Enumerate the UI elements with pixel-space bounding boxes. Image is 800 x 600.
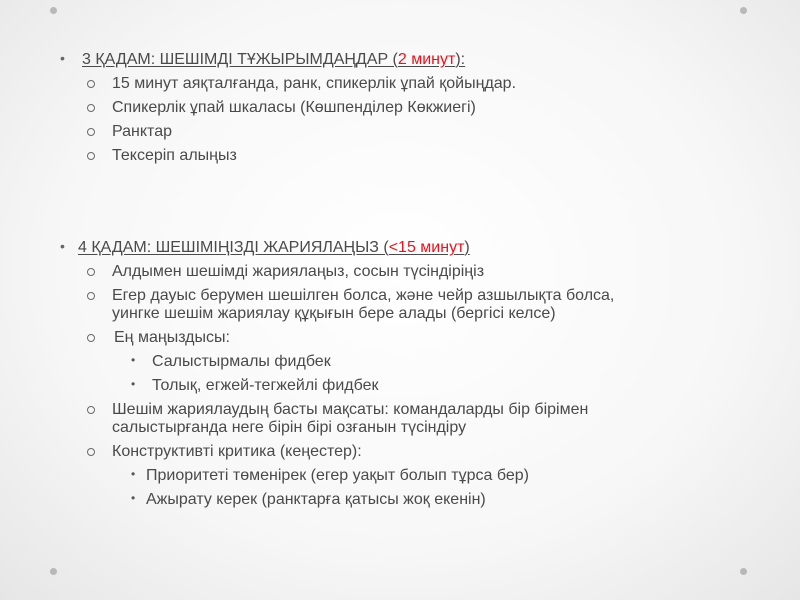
bullet-dot-icon: • (60, 238, 65, 254)
sub-bullet-icon: • (131, 491, 136, 505)
step4-item-continuation: уингке шешім жариялау құқығын бере алады (бергісі келсе) (112, 305, 556, 322)
step3-item: Спикерлік ұпай шкаласы (Көшпенділер Көкжиегі) (112, 99, 476, 116)
step4-item: Алдымен шешімді жариялаңыз, сосын түсіндіріңіз (112, 263, 485, 280)
step4-heading-prefix: 4 ҚАДАМ: ШЕШІМІҢІЗДІ ЖАРИЯЛАҢЫЗ ( (78, 239, 389, 256)
step4-heading-time: <15 минут (388, 239, 465, 256)
circle-bullet-icon (87, 406, 95, 414)
corner-dot-top-right (740, 7, 747, 14)
step3-item: Ранктар (112, 123, 172, 140)
corner-dot-bottom-right (740, 568, 747, 575)
step3-item: Тексеріп алыңыз (112, 147, 237, 164)
step4-item: Конструктивті критика (кеңестер): (112, 443, 362, 460)
circle-bullet-icon (87, 104, 95, 112)
circle-bullet-icon (87, 128, 95, 136)
step4-item: Шешім жариялаудың басты мақсаты: командаларды бір бірімен (112, 401, 589, 418)
step4-item: Егер дауыс берумен шешілген болса, және чейр азшылықта болса, (112, 287, 615, 304)
step4-subitem: Салыстырмалы фидбек (152, 353, 331, 370)
corner-dot-top-left (50, 7, 57, 14)
step4-subitem: Толық, егжей-тегжейлі фидбек (152, 377, 379, 394)
circle-bullet-icon (87, 448, 95, 456)
step3-heading (82, 50, 465, 69)
sub-bullet-icon: • (131, 353, 136, 367)
circle-bullet-icon (87, 80, 95, 88)
step3-item: 15 минут аяқталғанда, ранк, спикерлік ұпай қойыңдар. (112, 75, 517, 92)
step3-heading-suffix: ): (455, 51, 466, 68)
step3-heading-prefix: 3 ҚАДАМ: ШЕШІМДІ ТҰЖЫРЫМДАҢДАР ( (82, 51, 398, 68)
step4-item: Ең маңыздысы: (114, 329, 230, 346)
bullet-dot-icon: • (60, 50, 65, 66)
step4-subitem: Приоритеті төменірек (егер уақыт болып тұрса бер) (146, 467, 529, 484)
sub-bullet-icon: • (131, 377, 136, 391)
circle-bullet-icon (87, 268, 95, 276)
step4-item-continuation: салыстырғанда неге бірін бірі озғанын түсіндіру (112, 419, 467, 436)
step4-heading (78, 238, 470, 257)
corner-dot-bottom-left (50, 568, 57, 575)
step3-heading-time: 2 минут (397, 51, 456, 68)
circle-bullet-icon (87, 334, 95, 342)
circle-bullet-icon (87, 292, 95, 300)
step4-subitem: Ажырату керек (ранктарға қатысы жоқ екенін) (146, 491, 486, 508)
step4-heading-suffix: ) (464, 239, 470, 256)
sub-bullet-icon: • (131, 467, 136, 481)
circle-bullet-icon (87, 152, 95, 160)
